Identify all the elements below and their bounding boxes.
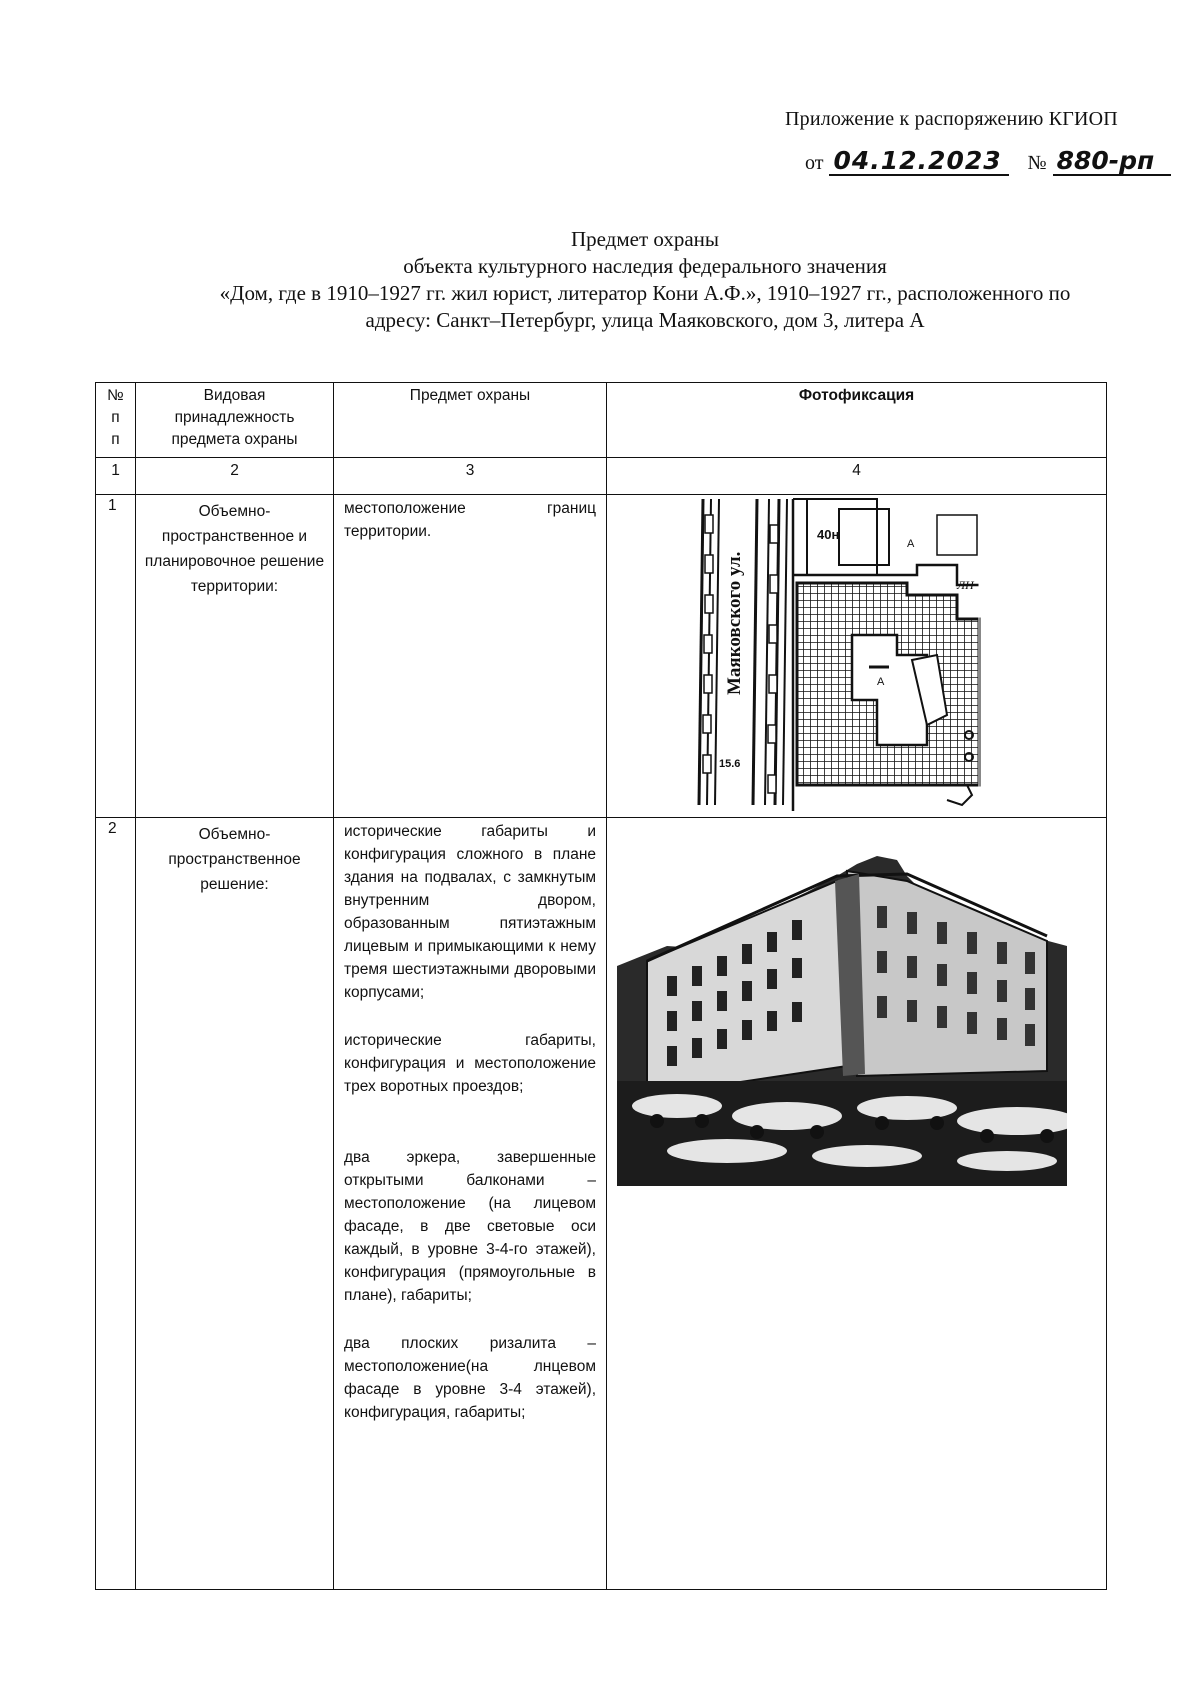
map-label-40n: 40н bbox=[817, 527, 840, 542]
column-number-3: 3 bbox=[334, 458, 607, 495]
appendix-note: Приложение к распоряжению КГИОП bbox=[785, 108, 1118, 130]
handwritten-date: 04.12.2023 bbox=[829, 148, 1009, 176]
header-subject: Предмет охраны bbox=[334, 383, 607, 458]
map-label-a2: А bbox=[877, 676, 885, 688]
header-number bbox=[96, 383, 136, 458]
subject-item: местоположение границ территории. bbox=[344, 500, 596, 540]
title-line-4: адресу: Санкт–Петербург, улица Маяковского, дом 3, литера А bbox=[365, 308, 925, 332]
document-title bbox=[95, 226, 1195, 334]
header-photo: Фотофиксация bbox=[607, 383, 1107, 458]
title-line-2: объекта культурного наследия федерального значения bbox=[403, 254, 887, 278]
header-number-symbol: № bbox=[107, 387, 124, 404]
protection-subject-table bbox=[95, 382, 1107, 1590]
column-number-4: 4 bbox=[607, 458, 1107, 495]
map-label-a: А bbox=[907, 538, 915, 550]
handwritten-number: 880-рп bbox=[1053, 148, 1171, 176]
date-prefix: от bbox=[805, 152, 824, 174]
column-number-row bbox=[96, 458, 1107, 495]
site-plan-image bbox=[607, 495, 1107, 811]
map-label-fragment: ЛН bbox=[957, 578, 974, 592]
title-line-3: «Дом, где в 1910–1927 гг. жил юрист, литератор Кони А.Ф.», 1910–1927 гг., расположенного по bbox=[219, 281, 1071, 305]
row-subject bbox=[334, 495, 607, 818]
subject-item: два плоских ризалита – местоположение(на лнцевом фасаде в уровне 3-4 этажей), конфигурация, габариты; bbox=[344, 1335, 596, 1421]
subject-item: два эркера, завершенные открытыми балконами – местоположение (на лицевом фасаде, в две световые оси каждый, в уровне 3-4-го этажей), конфигурация (прямоугольные в плане), габариты; bbox=[344, 1149, 596, 1304]
row-kind: Объемно-пространственное решение: bbox=[136, 818, 334, 1590]
building-photo-image bbox=[607, 836, 1107, 1186]
title-line-1: Предмет охраны bbox=[570, 227, 720, 251]
order-reference bbox=[805, 148, 1171, 176]
building-photo bbox=[607, 818, 1107, 1590]
header-number-p1: п bbox=[111, 409, 120, 426]
header-kind: Видовая принадлежность предмета охраны bbox=[136, 383, 334, 458]
row-number: 2 bbox=[96, 818, 136, 1590]
row-kind: Объемно-пространственное и планировочное решение территории: bbox=[136, 495, 334, 818]
subject-item: исторические габариты, конфигурация и местоположение трех воротных проездов; bbox=[344, 1032, 596, 1095]
header-number-p2: п bbox=[111, 431, 120, 448]
table-row bbox=[96, 818, 1107, 1590]
table-header-row bbox=[96, 383, 1107, 458]
map-label-elevation: 15.6 bbox=[719, 758, 741, 770]
subject-item: исторические габариты и конфигурация сложного в плане здания на подвалах, с замкнутым внутренним двором, образованным пятиэтажным лицевым и примыкающими к нему тремя шестиэтажными дворовыми корпусами; bbox=[344, 823, 596, 1001]
site-plan-map bbox=[607, 495, 1107, 818]
row-number: 1 bbox=[96, 495, 136, 818]
table-row bbox=[96, 495, 1107, 818]
number-prefix: № bbox=[1027, 152, 1047, 174]
row-subject bbox=[334, 818, 607, 1590]
column-number-1: 1 bbox=[96, 458, 136, 495]
map-street-label: Маяковского ул. bbox=[724, 551, 745, 695]
column-number-2: 2 bbox=[136, 458, 334, 495]
